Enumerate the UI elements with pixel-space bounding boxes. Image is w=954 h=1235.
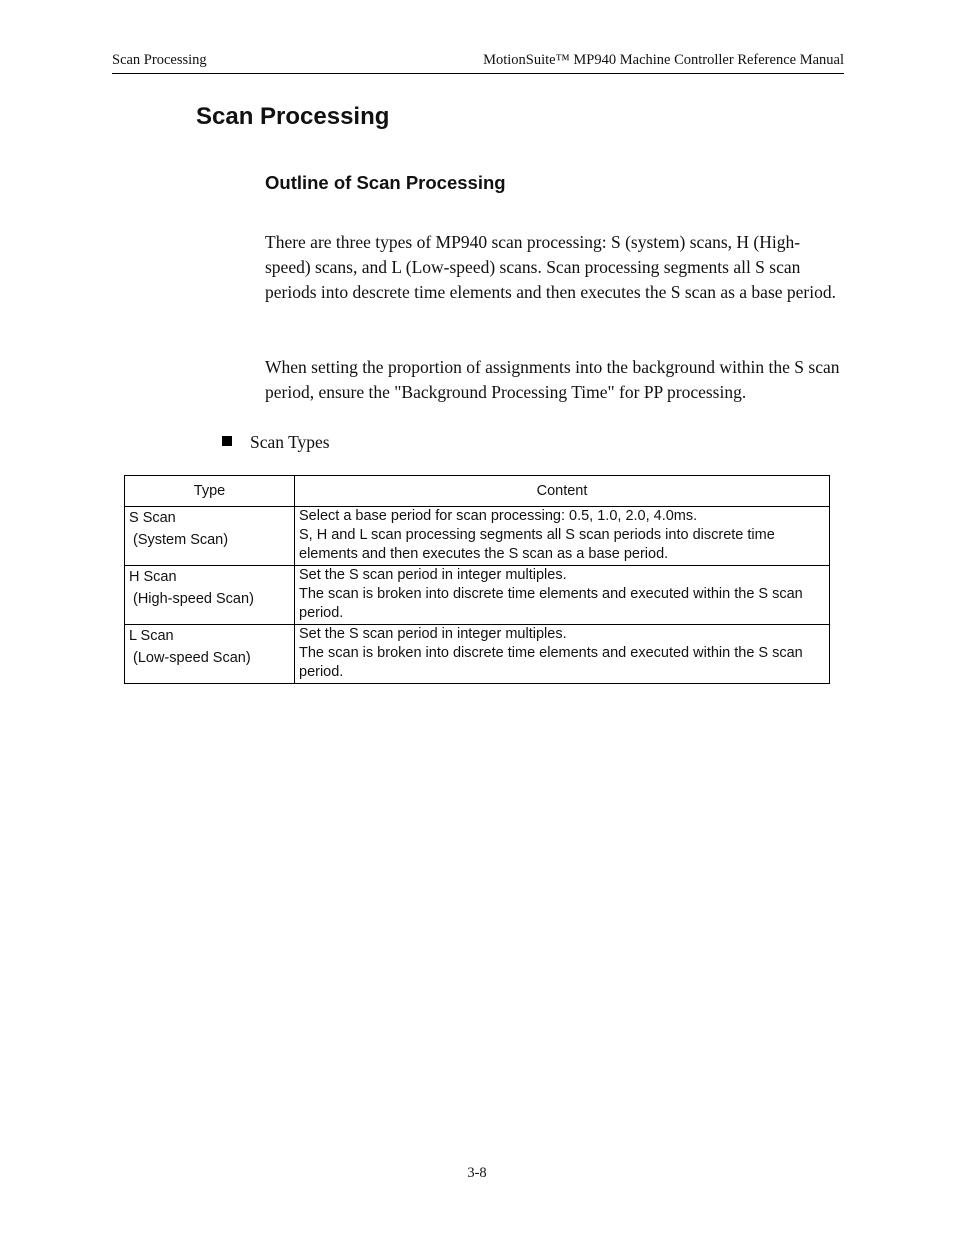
type-detail: (High-speed Scan) bbox=[133, 591, 254, 607]
content-cell bbox=[295, 625, 830, 684]
column-header-type: Type bbox=[125, 476, 295, 507]
type-name: S Scan bbox=[129, 510, 176, 526]
content-line: The scan is broken into discrete time elements and executed within the S scan period. bbox=[299, 585, 803, 621]
type-detail: (System Scan) bbox=[133, 532, 229, 548]
table-row bbox=[125, 507, 830, 566]
content-line: S, H and L scan processing segments all S scan periods into discrete time elements and then executes the S scan as a base period. bbox=[299, 526, 775, 562]
header-section-title: Scan Processing bbox=[112, 52, 207, 68]
scan-types-table bbox=[124, 475, 830, 684]
type-cell bbox=[125, 507, 295, 566]
header-manual-title: MotionSuite™ MP940 Machine Controller Reference Manual bbox=[483, 52, 844, 68]
table-header-row bbox=[125, 476, 830, 507]
type-name: H Scan bbox=[129, 569, 177, 585]
page-number: 3-8 bbox=[467, 1165, 487, 1181]
bullet-label: Scan Types bbox=[250, 432, 330, 452]
type-detail: (Low-speed Scan) bbox=[133, 650, 251, 666]
content-line: Set the S scan period in integer multiples. bbox=[299, 626, 567, 642]
type-name: L Scan bbox=[129, 628, 174, 644]
running-header bbox=[112, 52, 844, 74]
column-header-content: Content bbox=[295, 476, 830, 507]
content-line: Set the S scan period in integer multiples. bbox=[299, 567, 567, 583]
background-paragraph: When setting the proportion of assignments into the background within the S scan period, ensure the "Background Processing Time" for PP processing. bbox=[265, 357, 840, 402]
page-title: Scan Processing bbox=[196, 103, 390, 130]
content-line: The scan is broken into discrete time elements and executed within the S scan period. bbox=[299, 644, 803, 680]
table-row bbox=[125, 566, 830, 625]
intro-paragraph: There are three types of MP940 scan processing: S (system) scans, H (High-speed) scans, and L (Low-speed) scans. Scan processing segments all S scan periods into descrete time elements and then executes the S scan as a base period. bbox=[265, 232, 836, 302]
content-cell bbox=[295, 566, 830, 625]
table-row bbox=[125, 625, 830, 684]
type-cell bbox=[125, 566, 295, 625]
black-square-bullet-icon bbox=[222, 436, 232, 446]
content-line: Select a base period for scan processing: 0.5, 1.0, 2.0, 4.0ms. bbox=[299, 508, 698, 524]
section-heading: Outline of Scan Processing bbox=[265, 172, 506, 193]
content-cell bbox=[295, 507, 830, 566]
type-cell bbox=[125, 625, 295, 684]
